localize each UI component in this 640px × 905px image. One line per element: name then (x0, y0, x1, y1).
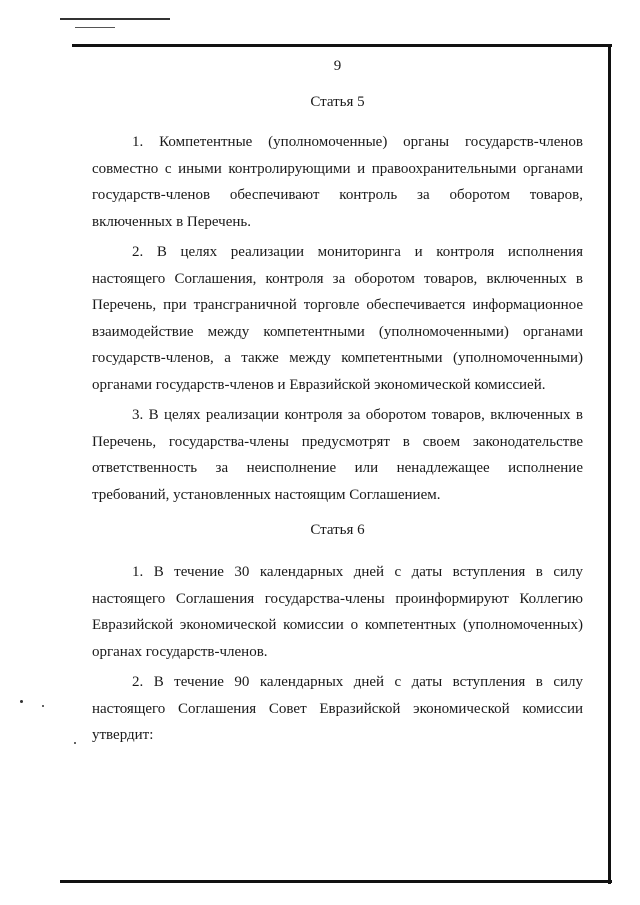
article-paragraph: 3. В целях реализации контроля за оборотом товаров, включенных в Перечень, государства-члены предусмотрят в своем законодательстве ответственность за неисполнение или ненадлежащее исполнение требований, установленных настоящим Соглашением. (92, 407, 583, 503)
scan-edge-mark (75, 27, 115, 28)
article-title: Статья 5 (310, 94, 365, 110)
article-paragraph: 1. Компетентные (уполномоченные) органы государств-членов совместно с иными контролирующими и правоохранительными органами государств-членов обеспечивают контроль за оборотом товаров, включенных в Перечень. (92, 134, 583, 230)
article-paragraph: 2. В течение 90 календарных дней с даты вступления в силу настоящего Соглашения Совет Евразийской экономической комиссии утвердит: (92, 674, 583, 743)
document-page (92, 58, 583, 753)
article-paragraph: 1. В течение 30 календарных дней с даты вступления в силу настоящего Соглашения государства-члены проинформируют Коллегию Евразийской экономической комиссии о компетентных (уполномоченных) органах государств-членов. (92, 564, 583, 660)
article-5 (92, 94, 583, 508)
page-number: 9 (333, 58, 342, 74)
frame-top-line (72, 44, 612, 47)
article-paragraph: 2. В целях реализации мониторинга и контроля исполнения настоящего Соглашения, контроля за оборотом товаров, включенных в Перечень, при трансграничной торговле обеспечивается информационное взаимодействие между компетентными (уполномоченными) органами государств-членов, а также между компетентными (уполномоченными) органами государств-членов и Евразийской экономической комиссией. (92, 244, 583, 393)
scan-speck (42, 705, 44, 707)
article-6 (92, 522, 583, 749)
frame-right-line (608, 44, 611, 884)
frame-bottom-line (60, 880, 612, 883)
article-title: Статья 6 (310, 522, 365, 538)
scan-speck (20, 700, 23, 703)
scan-edge-mark (60, 18, 170, 20)
scan-speck (74, 742, 76, 744)
